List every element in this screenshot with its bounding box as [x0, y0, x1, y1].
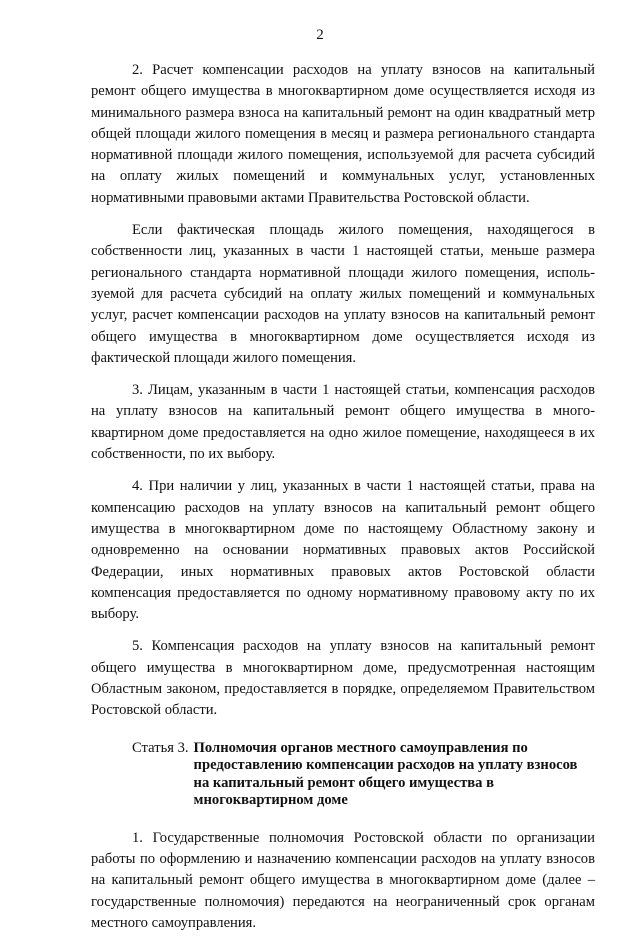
article-title: Полномочия органов местного самоуправления по предоставлению компенсации расходов на уплату взносов на капитальный ремонт общего имущества в многоквартирном доме — [193, 739, 578, 809]
paragraph-article3-part-1: 1. Государственные полномочия Ростовской области по организации работы по оформлению и назначению компенсации расходов на уплату взносов на капитальный ремонт общего имущества в многоквартирном доме (далее – государственные полномочия) передаются на неограниченный срок органам местного самоуправления. — [91, 829, 595, 931]
paragraph-actual-area: Если фактическая площадь жилого помещения, находящегося в собственности лиц, указанных в части 1 настоящей статьи, меньше размера регионального стандарта нормативной площади жилого помещения, используемой для расчета субсидий на оплату жилых помещений и коммунальных услуг, расчет компенсации расходов на уплату взносов на капитальный ремонт общего имущества в многоквартирном доме осуществляется исходя из фактической площади жилого помещения. — [91, 222, 595, 366]
page-number: 2 — [316, 27, 324, 43]
paragraph-part-2: 2. Расчет компенсации расходов на уплату взносов на капитальный ремонт общего имущества в многоквартирном доме осуществляется исходя из минимального размера взноса на капитальный ремонт на один квадратный метр общей площади жилого помещения в месяц и размера регионального стандарта нормативной площади жилого помещения, используемой для расчета субсидий на оплату жилых помещений и коммунальных услуг, установленных нормативными правовыми актами Правительства Ростовской области. — [91, 62, 595, 206]
article-label: Статья 3. — [132, 739, 189, 756]
paragraph-part-4: 4. При наличии у лиц, указанных в части 1 настоящей статьи, права на компенсацию расходов на уплату взносов на капитальный ремонт общего имущества в многоквартирном доме по настоящему Областному закону и одновременно на основании нормативных правовых актов Российской Федерации, иных нормативных правовых актов Ростовской области компенсация предоставляется по одному нормативному правовому акту по их выбору. — [91, 478, 595, 623]
document-body — [91, 60, 595, 945]
article-heading — [91, 740, 595, 810]
paragraph-part-3: 3. Лицам, указанным в части 1 настоящей статьи, компенсация расходов на уплату взносов на капитальный ремонт общего имущества в многоквартирном доме предоставляется на одно жилое помещение, находящееся в их собственности, по их выбору. — [91, 382, 595, 463]
paragraph-part-5: 5. Компенсация расходов на уплату взносов на капитальный ремонт общего имущества в многоквартирном доме, предусмотренная настоящим Областным законом, предоставляется в порядке, определяемом Правительством Ростовской области. — [91, 638, 595, 719]
